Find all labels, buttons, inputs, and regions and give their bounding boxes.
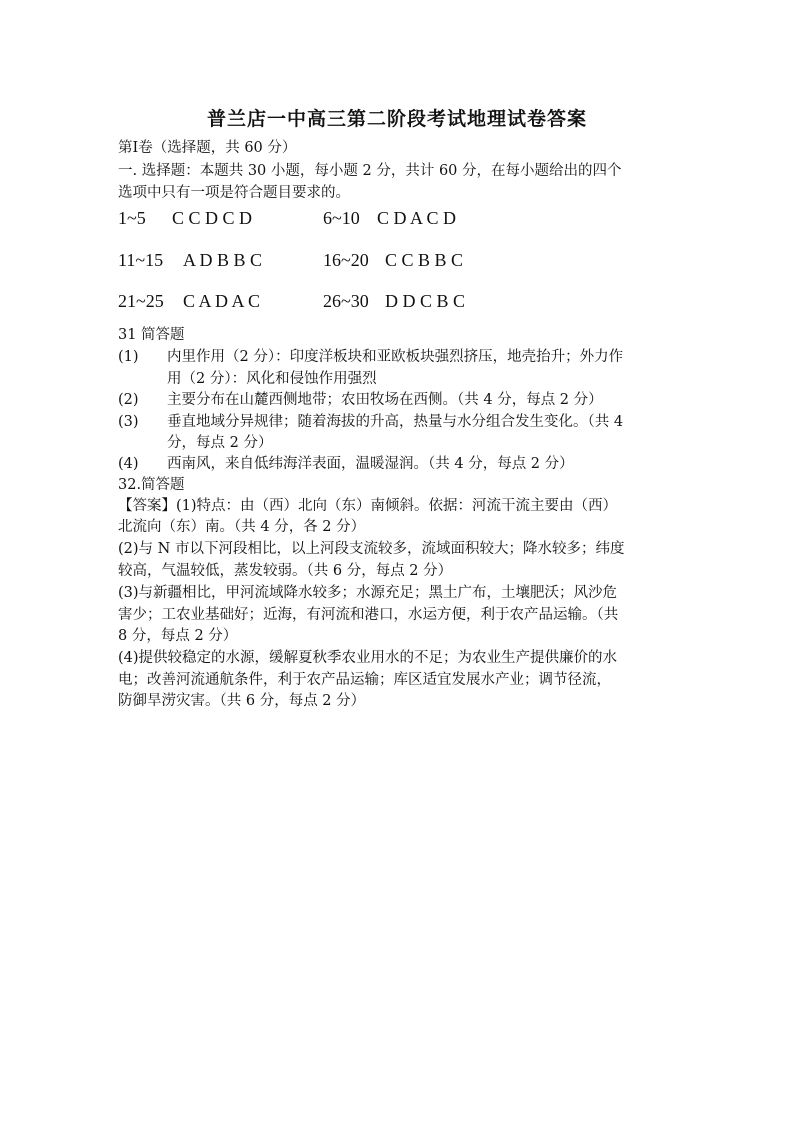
q31-item-1-line1: 内里作用（2 分）：印度洋板块和亚欧板块强烈挤压，地壳抬升；外力作 xyxy=(167,349,624,365)
q32-answer-line: 防御旱涝灾害。（共 6 分，每点 2 分） xyxy=(118,693,366,709)
q32-answer-line: 北流向（东）南。（共 4 分，各 2 分） xyxy=(118,519,366,535)
q32-answer-line: (2)与 N 市以下河段相比，以上河段支流较多，流域面积较大；降水较多；纬度 xyxy=(118,541,625,557)
part1-instruction-line2: 选项中只有一项是符合题目要求的。 xyxy=(118,185,350,201)
answer-range-16-20: 16~20 xyxy=(323,250,369,270)
q32-answer-line: 电；改善河流通航条件，利于农产品运输；库区适宜发展水产业；调节径流， xyxy=(118,672,611,688)
part1-instruction-line1: 一. 选择题：本题共 30 小题，每小题 2 分，共计 60 分，在每小题给出的四个 xyxy=(118,163,622,179)
q31-item-number: (1) xyxy=(118,349,139,365)
answer-letters-16-20: C C B B C xyxy=(385,250,464,270)
q32-answer-line: 害少；工农业基础好；近海，有河流和港口，水运方便，利于农产品运输。（共 xyxy=(118,607,619,623)
q31-item-number: (2) xyxy=(118,392,139,408)
answer-letters-11-15: A D B B C xyxy=(183,250,263,270)
q32-answer-line: 【答案】(1)特点：由（西）北向（东）南倾斜。依据：河流干流主要由（西） xyxy=(118,498,618,514)
q31-item-3-line2: 分，每点 2 分） xyxy=(167,435,273,451)
answer-range-11-15: 11~15 xyxy=(118,250,164,270)
answer-range-1-5: 1~5 xyxy=(118,208,146,228)
q31-heading: 31 简答题 xyxy=(118,327,185,343)
q32-heading: 32.简答题 xyxy=(118,477,185,493)
document-title: 普兰店一中高三第二阶段考试地理试卷答案 xyxy=(206,108,587,130)
answer-letters-6-10: C D A C D xyxy=(377,208,457,228)
answer-letters-26-30: D D C B C xyxy=(385,291,466,311)
answer-range-26-30: 26~30 xyxy=(323,291,369,311)
q31-item-2-line1: 主要分布在山麓西侧地带；农田牧场在西侧。（共 4 分，每点 2 分） xyxy=(167,392,603,408)
q31-item-3-line1: 垂直地域分异规律；随着海拔的升高，热量与水分组合发生变化。（共 4 xyxy=(167,414,624,430)
answer-range-21-25: 21~25 xyxy=(118,291,164,311)
q31-item-number: (4) xyxy=(118,456,139,472)
answer-letters-21-25: C A D A C xyxy=(183,291,261,311)
answer-letters-1-5: C C D C D xyxy=(172,208,253,228)
q31-item-number: (3) xyxy=(118,414,139,430)
q32-answer-line: (3)与新疆相比，甲河流域降水较多；水源充足；黑土广布，土壤肥沃；风沙危 xyxy=(118,585,618,601)
q31-item-4-line1: 西南风，来自低纬海洋表面，温暖湿润。（共 4 分，每点 2 分） xyxy=(167,456,574,472)
part1-heading: 第Ⅰ卷（选择题，共 60 分） xyxy=(118,140,297,156)
answer-range-6-10: 6~10 xyxy=(323,208,360,228)
q32-answer-line: 较高，气温较低，蒸发较弱。（共 6 分，每点 2 分） xyxy=(118,563,453,579)
q32-answer-line: (4)提供较稳定的水源，缓解夏秋季农业用水的不足；为农业生产提供廉价的水 xyxy=(118,650,618,666)
q32-answer-line: 8 分，每点 2 分） xyxy=(118,628,238,644)
q31-item-1-line2: 用（2 分）：风化和侵蚀作用强烈 xyxy=(167,371,377,387)
